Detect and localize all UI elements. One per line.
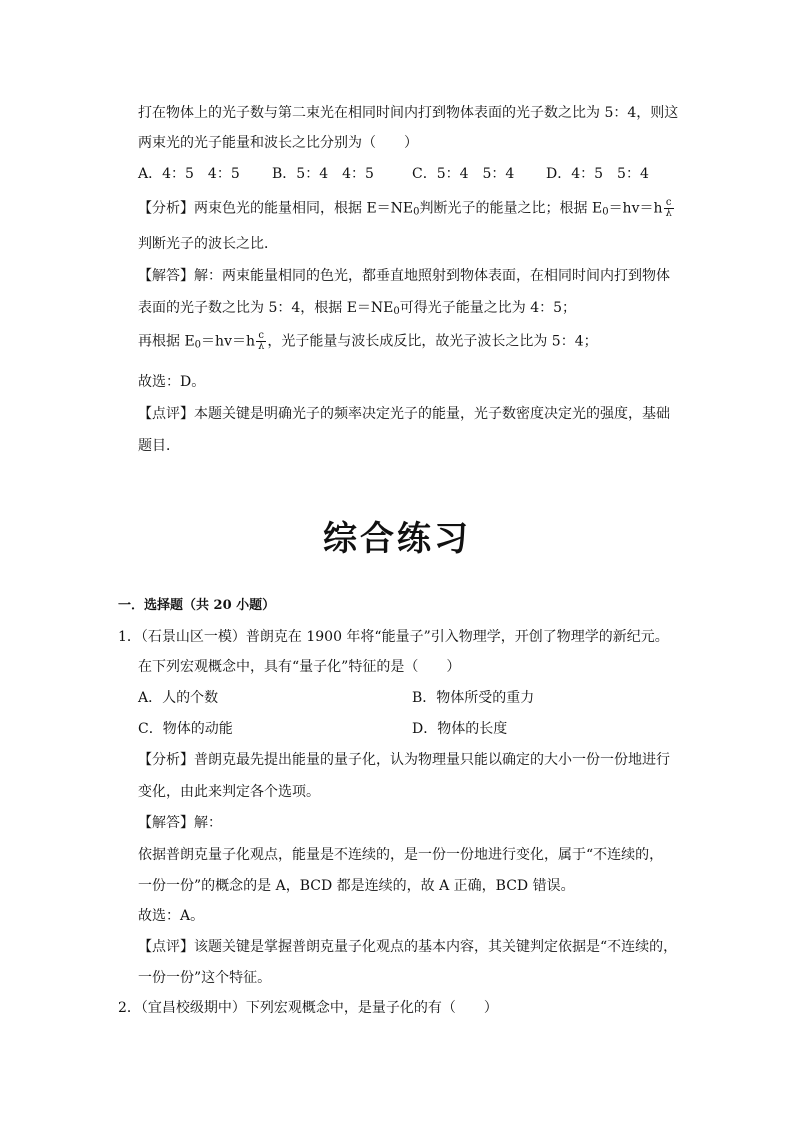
prev-solution-line-1: 【解答】解：两束能量相同的色光，都垂直地照射到物体表面，在相同时间内打到物体 bbox=[138, 268, 670, 284]
prev-option-c: C．5：4 5：4 bbox=[412, 166, 515, 182]
prev-option-d: D．4：5 5：4 bbox=[546, 166, 649, 182]
analysis-text-a: 【分析】两束色光的能量相同，根据 E＝NE bbox=[138, 200, 414, 217]
q2-line-1: 2．（宜昌校级期中）下列宏观概念中，是量子化的有（ ） bbox=[118, 1000, 498, 1016]
q1-option-a: A．人的个数 bbox=[138, 690, 219, 706]
fraction-c-over-lambda bbox=[256, 331, 266, 352]
solution-text-e: ，光子能量与波长成反比，故光子波长之比为 5：4； bbox=[267, 333, 598, 350]
q1-solution-head: 【解答】解： bbox=[138, 815, 222, 831]
solution-text-d: ＝hv＝h bbox=[201, 333, 255, 350]
part-header: 一．选择题（共 20 小题） bbox=[118, 598, 276, 613]
prev-analysis-line-2: 判断光子的波长之比． bbox=[138, 236, 278, 252]
section-title: 综合练习 bbox=[323, 519, 471, 559]
prev-option-b: B．5：4 4：5 bbox=[272, 166, 374, 182]
q1-option-b: B．物体所受的重力 bbox=[412, 690, 535, 706]
prev-solution-line-3 bbox=[138, 331, 598, 356]
prev-analysis-line-1 bbox=[138, 198, 675, 223]
q1-solution-line-1: 依据普朗克量子化观点，能量是不连续的，是一份一份地进行变化，属于“不连续的， bbox=[138, 847, 664, 863]
solution-text-a: 表面的光子数之比为 5：4，根据 E＝NE bbox=[138, 300, 394, 316]
subscript-zero: 0 bbox=[393, 306, 400, 317]
fraction-denominator: λ bbox=[258, 341, 265, 352]
q1-comment-line-1: 【点评】该题关键是掌握普朗克量子化观点的基本内容，其关键判定依据是“不连续的， bbox=[138, 939, 678, 955]
analysis-text-b: 判断光子的能量之比；根据 E bbox=[419, 200, 603, 217]
prev-option-a: A．4：5 4：5 bbox=[138, 166, 240, 182]
q1-option-d: D．物体的长度 bbox=[412, 721, 508, 737]
subscript-zero: 0 bbox=[413, 206, 420, 218]
prev-solution-line-2 bbox=[138, 298, 576, 322]
q1-line-1: 1．（石景山区一模）普朗克在 1900 年将“能量子”引入物理学，开创了物理学的新纪元。 bbox=[118, 629, 669, 645]
q1-line-2: 在下列宏观概念中，具有“量子化”特征的是（ ） bbox=[138, 659, 461, 675]
solution-text-b: 可得光子能量之比为 4：5； bbox=[399, 300, 577, 316]
prev-comment-line-1: 【点评】本题关键是明确光子的频率决定光子的能量，光子数密度决定光的强度，基础 bbox=[138, 406, 670, 422]
q1-comment-line-2: 一份一份”这个特征。 bbox=[138, 970, 272, 986]
fraction-c-over-lambda bbox=[664, 198, 674, 219]
subscript-zero: 0 bbox=[602, 206, 609, 218]
fraction-numerator: c bbox=[256, 331, 266, 342]
prev-question-line-2: 两束光的光子能量和波长之比分别为（ ） bbox=[138, 135, 418, 151]
fraction-numerator: c bbox=[664, 198, 674, 209]
prev-question-line-1: 打在物体上的光子数与第二束光在相同时间内打到物体表面的光子数之比为 5：4，则这 bbox=[138, 105, 679, 121]
subscript-zero: 0 bbox=[194, 339, 202, 351]
q1-analysis-line-2: 变化，由此来判定各个选项。 bbox=[138, 784, 320, 800]
solution-text-c: 再根据 E bbox=[138, 333, 195, 350]
q1-solution-line-2: 一份一份”的概念的是 A，BCD 都是连续的，故 A 正确，BCD 错误。 bbox=[138, 878, 575, 894]
prev-comment-line-2: 题目． bbox=[138, 438, 180, 454]
q1-analysis-line-1: 【分析】普朗克最先提出能量的量子化，认为物理量只能以确定的大小一份一份地进行 bbox=[138, 752, 670, 768]
q1-option-c: C．物体的动能 bbox=[138, 721, 233, 737]
prev-answer: 故选：D。 bbox=[138, 374, 206, 390]
q1-answer: 故选：A。 bbox=[138, 908, 205, 924]
fraction-denominator: λ bbox=[665, 208, 672, 219]
analysis-text-c: ＝hv＝h bbox=[608, 200, 663, 217]
